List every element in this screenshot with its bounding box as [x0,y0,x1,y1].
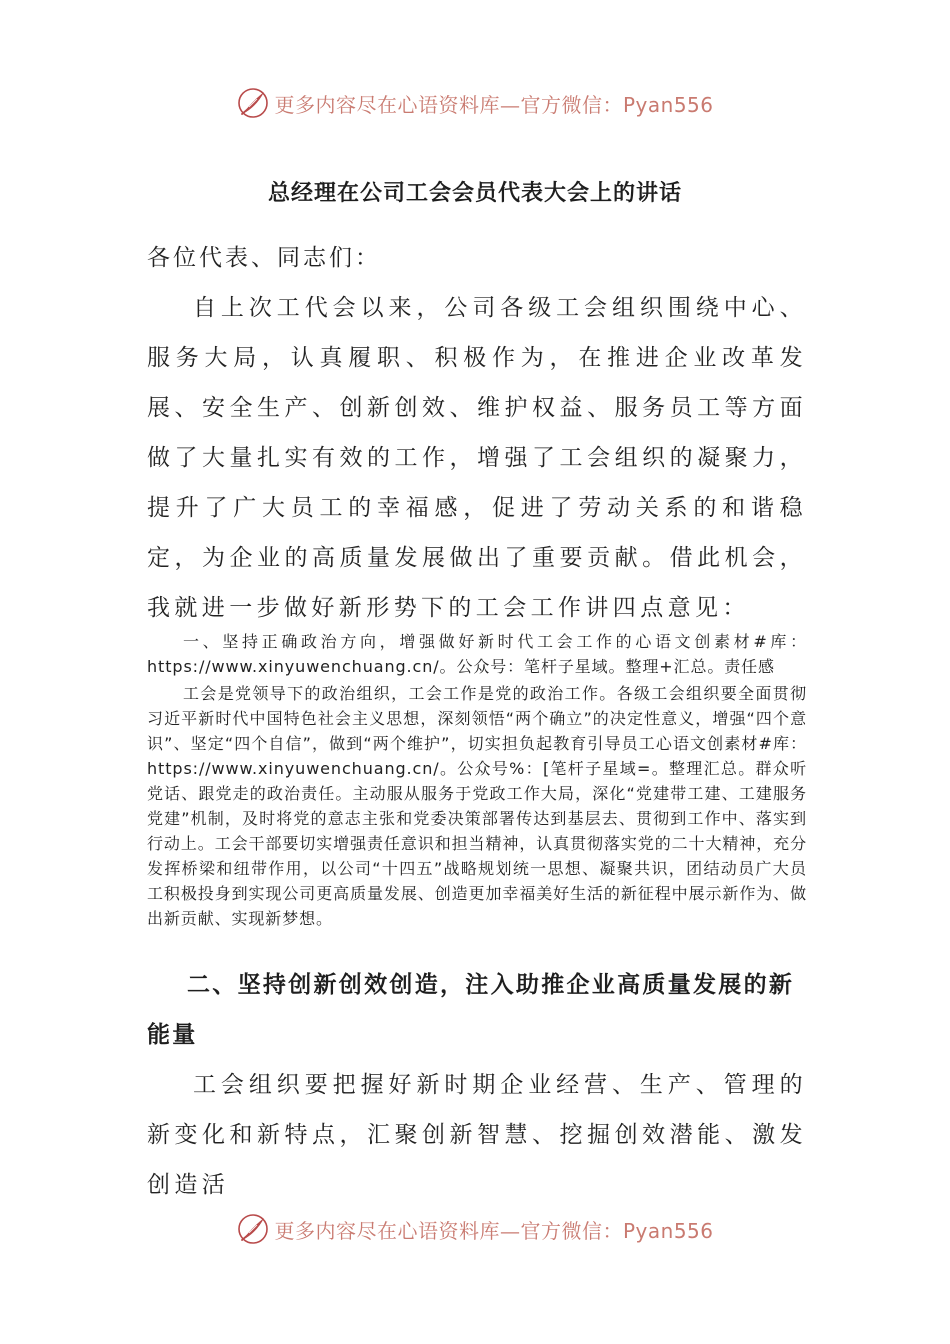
banner-text [274,89,713,118]
quill-pen-logo-icon [236,86,270,120]
section1-body: 工会是党领导下的政治组织，工会工作是党的政治工作。各级工会组织要全面贯彻习近平新时代中国特色社会主义思想，深刻领悟“两个确立”的决定性意义，增强“四个意识”、坚定“四个自信”，做到“两个维护”，切实担负起教育引导员工心语文创素材#库：https://www.xinyuwenchuang.cn/。公众号%：[笔杆子星域=。整理汇总。群众听党话、跟党走的政治责任。主动服从服务于党政工作大局，深化“党建带工建、工建服务党建”机制，及时将党的意志主张和党委决策部署传达到基层去、贯彻到工作中、落实到行动上。工会干部要切实增强责任意识和担当精神，认真贯彻落实党的二十大精神，充分发挥桥梁和纽带作用，以公司“十四五”战略规划统一思想、凝聚共识，团结动员广大员工积极投身到实现公司更高质量发展、创造更加幸福美好生活的新征程中展示新作为、做出新贡献、实现新梦想。 [147,684,807,928]
header-watermark-banner [0,83,950,123]
footer-watermark-banner [0,1209,950,1249]
quill-pen-logo-icon [236,1212,270,1246]
greeting: 各位代表、同志们： [147,245,381,271]
banner-caption: 更多内容尽在心语资料库—官方微信： [274,92,623,117]
wechat-id: Pyan556 [622,1218,714,1243]
section1-heading: 一、坚持正确政治方向，增强做好新时代工会工作的心语文创素材#库：https://www.xinyuwenchuang.cn/。公众号：笔杆子星域。整理+汇总。责任感 [147,632,807,676]
intro-paragraph: 自上次工代会以来，公司各级工会组织围绕中心、服务大局，认真履职、积极作为，在推进企业改革发展、安全生产、创新创效、维护权益、服务员工等方面做了大量扎实有效的工作，增强了工会组织的凝聚力，提升了广大员工的幸福感，促进了劳动关系的和谐稳定，为企业的高质量发展做出了重要贡献。借此机会，我就进一步做好新形势下的工会工作讲四点意见： [147,295,807,621]
document-title: 总经理在公司工会会员代表大会上的讲话 [267,181,682,206]
wechat-id: Pyan556 [622,92,714,117]
banner-caption: 更多内容尽在心语资料库—官方微信： [274,1218,623,1243]
banner-text [274,1215,713,1244]
section2-body: 工会组织要把握好新时期企业经营、生产、管理的新变化和新特点，汇聚创新智慧、挖掘创效潜能、激发创造活 [147,1072,807,1198]
section2-heading: 二、坚持创新创效创造，注入助推企业高质量发展的新能量 [147,972,795,1048]
